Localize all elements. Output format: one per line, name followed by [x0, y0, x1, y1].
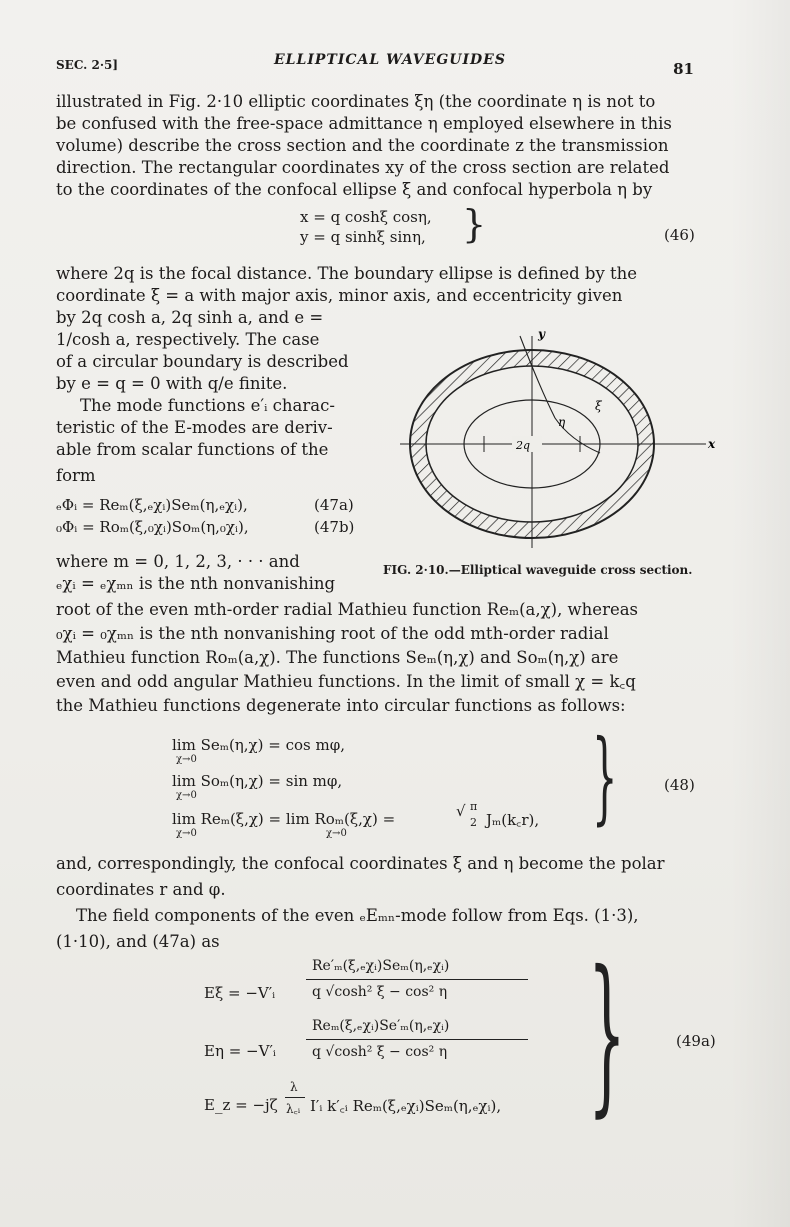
equation-49-line3-rhs: I′ᵢ k′꜀ᵢ Reₘ(ξ,ₑχᵢ)Seₘ(η,ₑχᵢ), [310, 1097, 502, 1115]
text-line: be confused with the free-space admittance η employed elsewhere in this [56, 114, 672, 133]
text-line: even and odd angular Mathieu functions. In the limit of small χ = k꜀q [56, 672, 636, 691]
text-line: the Mathieu functions degenerate into circular functions as follows: [56, 696, 626, 715]
text-line: ₀χᵢ = ₀χₘₙ is the nth nonvanishing root of the odd mth-order radial [56, 624, 609, 643]
text-line: able from scalar functions of the [56, 440, 329, 459]
equation-47a: ₑΦᵢ = Reₘ(ξ,ₑχᵢ)Seₘ(η,ₑχᵢ), [56, 496, 248, 514]
page-number: 81 [673, 60, 694, 78]
text-line: teristic of the E-modes are deriv- [56, 418, 333, 437]
chapter-title: ELLIPTICAL WAVEGUIDES [274, 52, 506, 68]
fraction-bar [306, 979, 528, 980]
elliptical-waveguide-figure [370, 318, 730, 558]
equation-49-denominator: q √cosh² ξ − cos² η [312, 1044, 448, 1060]
equation-48-line1: lim Seₘ(η,χ) = cos mφ, [172, 736, 345, 754]
text-line: The field components of the even ₑEₘₙ-mode follow from Eqs. (1·3), [76, 906, 639, 925]
equation-49-denominator: q √cosh² ξ − cos² η [312, 984, 448, 1000]
limit-subscript: χ→0 [176, 828, 197, 839]
label-y: y [538, 327, 545, 341]
text-line: to the coordinates of the confocal ellipse ξ and confocal hyperbola η by [56, 180, 653, 199]
equation-number: (47a) [314, 496, 354, 514]
equation-48-line3: lim Reₘ(ξ,χ) = lim Roₘ(ξ,χ) = [172, 810, 396, 828]
text-line: direction. The rectangular coordinates xy of the cross section are related [56, 158, 670, 177]
equation-49-line3-lhs: E_z = −jζ [204, 1096, 278, 1114]
fraction-numerator: λ [290, 1080, 298, 1094]
text-line: volume) describe the cross section and the coordinate z the transmission [56, 136, 669, 155]
text-line: of a circular boundary is described [56, 352, 349, 371]
text-line: form [56, 466, 96, 485]
sqrt-denominator: 2 [470, 816, 477, 829]
limit-subscript: χ→0 [176, 790, 197, 801]
label-xi: ξ [595, 399, 602, 413]
limit-subscript: χ→0 [326, 828, 347, 839]
text-line: by e = q = 0 with q/e finite. [56, 374, 288, 393]
page-shadow [730, 0, 790, 1227]
equation-49-line2-lhs: Eη = −V′ᵢ [204, 1042, 276, 1060]
equation-number: (48) [664, 776, 695, 794]
figure-caption: FIG. 2·10.—Elliptical waveguide cross section. [383, 563, 693, 577]
text-line: where 2q is the focal distance. The boundary ellipse is defined by the [56, 264, 638, 283]
fraction-bar [306, 1039, 528, 1040]
equation-brace: } [592, 718, 618, 835]
equation-49-numerator: Re′ₘ(ξ,ₑχᵢ)Seₘ(η,ₑχᵢ) [312, 958, 450, 974]
text-line: coordinate ξ = a with major axis, minor axis, and eccentricity given [56, 286, 623, 305]
equation-49-numerator: Reₘ(ξ,ₑχᵢ)Se′ₘ(η,ₑχᵢ) [312, 1018, 450, 1034]
text-line: The mode functions e′ᵢ charac- [80, 396, 335, 415]
text-line: 1/cosh a, respectively. The case [56, 330, 320, 349]
section-label: SEC. 2·5] [56, 58, 119, 72]
text-line: by 2q cosh a, 2q sinh a, and e = [56, 308, 324, 327]
equation-46-line2: y = q sinhξ sinη, [300, 228, 426, 246]
text-line: ₑχᵢ = ₑχₘₙ is the nth nonvanishing [56, 574, 336, 593]
fraction-denominator: λ꜀ᵢ [286, 1102, 301, 1116]
sqrt-numerator: π [470, 800, 478, 813]
equation-47b: ₀Φᵢ = Roₘ(ξ,₀χᵢ)Soₘ(η,₀χᵢ), [56, 518, 249, 536]
bessel-term: Jₘ(k꜀r), [486, 811, 540, 829]
equation-number: (46) [664, 226, 695, 244]
text-line: (1·10), and (47a) as [56, 932, 220, 951]
equation-number: (47b) [314, 518, 355, 536]
label-x: x [708, 437, 716, 451]
label-eta: η [558, 415, 566, 429]
text-line: illustrated in Fig. 2·10 elliptic coordinates ξη (the coordinate η is not to [56, 92, 656, 111]
fraction-bar [285, 1097, 305, 1098]
equation-48-line2: lim Soₘ(η,χ) = sin mφ, [172, 772, 343, 790]
equation-brace: } [588, 935, 626, 1133]
sqrt-symbol: √ [456, 802, 466, 820]
label-2q: 2q [516, 439, 531, 452]
limit-subscript: χ→0 [176, 754, 197, 765]
running-header [54, 52, 694, 82]
text-line: and, correspondingly, the confocal coordinates ξ and η become the polar [56, 854, 665, 873]
equation-49-line1-lhs: Eξ = −V′ᵢ [204, 984, 276, 1002]
equation-brace: } [462, 202, 487, 246]
text-line: coordinates r and φ. [56, 880, 226, 899]
equation-46-line1: x = q coshξ cosη, [300, 208, 432, 226]
text-line: where m = 0, 1, 2, 3, · · · and [56, 552, 300, 571]
text-line: Mathieu function Roₘ(a,χ). The functions Seₘ(η,χ) and Soₘ(η,χ) are [56, 648, 619, 667]
equation-number: (49a) [676, 1032, 716, 1050]
text-line: root of the even mth-order radial Mathieu function Reₘ(a,χ), whereas [56, 600, 639, 619]
